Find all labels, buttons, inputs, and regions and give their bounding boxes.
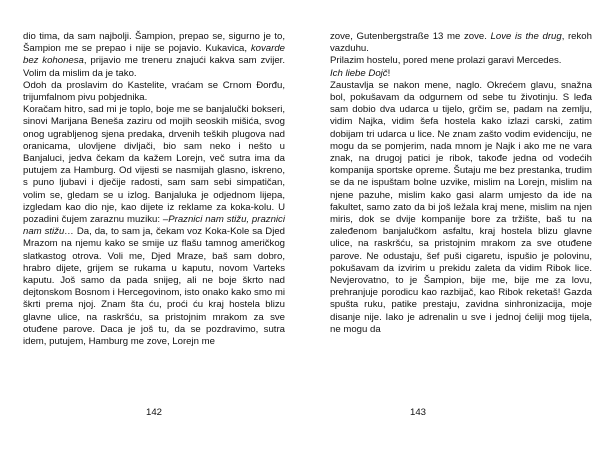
left-page: [23, 31, 285, 348]
text-run: Zaustavlja se nakon mene, naglo. Okrećem glavu, snažna bol, pokušavam da odgurnem od sebe tu životinju. S leđa sam dobio dva udarca u tijelo, grčim se, padam na zemlju, vidim Najka, vidim šefa hostela kako izlazi carski, zatim dobijam tri udarca u lice. Ne znam zašto vodim evidenciju, ne mogu da se pomjerim, nada mnom je Najk i ako me ne vara znak, na drugoj patici je ribok, takođe jedna od vodećih kompanija sportske opreme. Šutaju me bez prestanka, trudim se da ne ispuštam bolne uzvike, mislim na Lorejn, mislim na njene pazuhe, mislim kako gasi alarm umjesto da ide na fakultet, samo zato da bi još ležala kraj mene, mislim na njen miris, dok se dvije kompanije bore za tržište, baš tu na zaleđenom banjalučkom asfaltu, kraj hostela blizu glavne ulice, na raskršću, sa pristojnim mrakom za sve otuđene parove. Ne odustaju, šef puši cigaretu, ispušio je polovinu, pokušavam da izvirim u prekidu zaleta da vidim Ribok lice. Nevjerovatno, to je Šampion, bije me, bije me za lovu, prehranjuje porodicu kao razbijač, kao Ribok reketaš! Gazda spušta ruku, patike prestaju, zavidna sinhronizacija, moje disanje nije. Iako je adrenalin u sve i jednoj ćeliji mog tijela, ne mogu da: [330, 79, 592, 335]
text-run: Koračam hitro, sad mi je toplo, boje me se banjalučki bokseri, sinovi Marijana Beneša zaziru od mojih seoskih mišića, svog onog ugrabljenog sjena predaka, drvenih teških plugova nad oranicama, ulovljene divljači, bio sam neko i nešto u Banjaluci, jedva čekam da kažem Lorejn, več sutra ima da putujem za Hamburg. Od vijesti se nasmijah glasno, iskreno, s puno ljubavi i dječije radosti, sam sam sebi simpatičan, volim se, gledam se u izlog. Banjaluka je odjednom lijepa, izgledam kao dio nje, kao dijete iz reklame za koka-kolu. U pozadini čujem zaraznu muziku:: [23, 104, 285, 226]
paragraph: [23, 80, 285, 104]
page-number: 143: [409, 407, 426, 418]
page-number: 142: [145, 407, 162, 418]
text-run: Odoh da proslavim do Kastelite, vraćam se Crnom Đorđu, trijumfalnom pivu pobjednika.: [23, 79, 285, 104]
italic-text-run: Ich liebe Dojč: [330, 67, 388, 79]
paragraph: [23, 31, 285, 80]
italic-text-run: –Praznici nam stižu, praznici nam stižu…: [23, 214, 285, 238]
text-run: !: [387, 67, 391, 79]
text-run: , prijavio me treneru znajući kakva sam zvijer. Volim da mislim da je tako.: [23, 55, 285, 79]
italic-text-run: Love is the drug: [490, 31, 562, 42]
text-run: Da, da, to sam ja, čekam voz Koka-Kole sa Djed Mrazom na njemu kako se smije uz flašu tamnog američkog slatkastog otrova. Voli me, Djed Mraze, baš sam dobro, hrabro dijete, grijem se rukama u kaputu, novom Varteks kaputu. Još samo da pada snijeg, ali ne boje škrto nad dejtonskom Bosnom i Hercegovinom, isto onako kako smo mi škrti prema njoj. Znam šta ću, proći ću kraj hostela blizu glavne ulice, na raskršću, sa pristojnim mrakom za sve otuđene parove. Daca je još tu, da se pozdravimo, sutra idem, putujem, Hamburg me zove, Lorejn me: [23, 226, 285, 348]
paragraph: [330, 68, 592, 80]
italic-text-run: kovarde bez kohonesa: [23, 43, 285, 67]
paragraph: [330, 31, 592, 55]
text-run: Prilazim hostelu, pored mene prolazi garavi Mercedes.: [330, 55, 562, 67]
paragraph: [330, 55, 592, 67]
text-run: zove, Gutenbergstraße 13 me zove.: [330, 31, 491, 42]
text-run: dio tima, da sam najbolji. Šampion, prepao se, sigurno je to, Šampion me se prepao i nije se pojavio. Kukavica,: [23, 31, 285, 55]
paragraph: [330, 80, 592, 336]
paragraph: [23, 104, 285, 348]
text-run: , rekoh vazduhu.: [330, 31, 592, 55]
right-page: [330, 31, 592, 336]
